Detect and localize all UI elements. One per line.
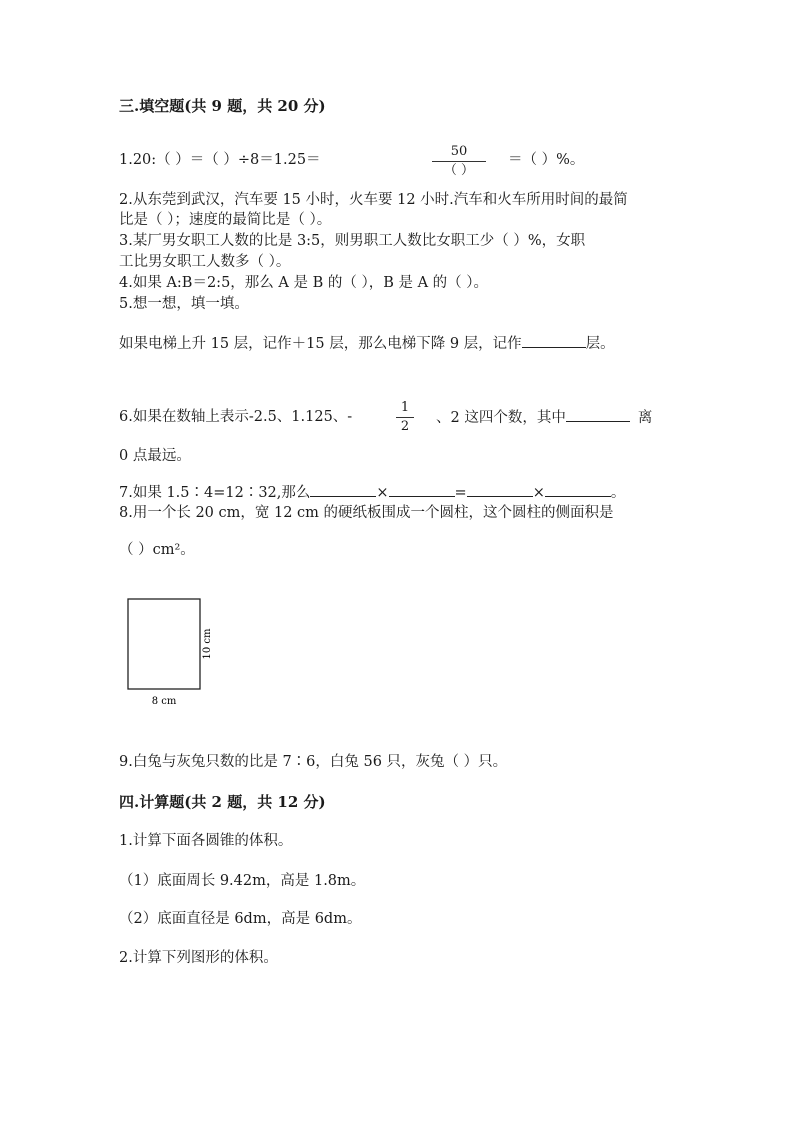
figure-width-label: 8 cm: [151, 696, 177, 707]
question-7: [119, 482, 625, 503]
q7-text-before: 7.如果 1.5∶4=12∶32,那么: [119, 485, 311, 501]
q5-sub-text-after: 层。: [585, 336, 615, 352]
question-2-line-1: 2.从东莞到武汉，汽车要 15 小时，火车要 12 小时.汽车和火车所用时间的最简: [119, 192, 628, 208]
calc-question-1a: （1）底面周长 9.42m，高是 1.8m。: [119, 873, 366, 889]
q7-end: 。: [610, 485, 626, 501]
calc-question-2: 2.计算下列图形的体积。: [119, 950, 278, 966]
question-6-line-2: 0 点最远。: [119, 448, 191, 464]
q7-times-2: ×: [532, 485, 545, 501]
q1-fraction-denominator: （ ）: [443, 163, 475, 178]
q6-text-middle-line: [436, 407, 652, 428]
question-1: [119, 150, 321, 170]
question-8-line-1: 8.用一个长 20 cm，宽 12 cm 的硬纸板围成一个圆柱，这个圆柱的侧面积是: [119, 505, 614, 521]
q7-times-1: ×: [376, 485, 389, 501]
q7-blank-3[interactable]: [467, 482, 533, 497]
question-3-line-1: 3.某厂男女职工人数的比是 3:5，则男职工人数比女职工少（ ）%，女职: [119, 233, 586, 249]
calc-question-1: 1.计算下面各圆锥的体积。: [119, 833, 293, 849]
q6-text-before: 6.如果在数轴上表示-2.5、1.125、-: [119, 409, 353, 425]
question-9: 9.白兔与灰兔只数的比是 7∶6，白兔 56 只，灰兔（ ）只。: [119, 754, 508, 770]
q6-text-after: 离: [637, 410, 653, 426]
question-4: 4.如果 A:B＝2:5，那么 A 是 B 的（ ），B 是 A 的（ ）。: [119, 275, 489, 291]
q6-answer-blank[interactable]: [566, 407, 630, 422]
q5-sub-text-before: 如果电梯上升 15 层，记作＋15 层，那么电梯下降 9 层，记作: [119, 336, 522, 352]
question-5: 5.想一想，填一填。: [119, 296, 249, 312]
question-2-line-2: 比是（ ）；速度的最简比是（ ）。: [119, 212, 332, 228]
question-8-line-2: （ ）cm²。: [119, 542, 195, 558]
q6-fraction: [396, 400, 414, 435]
question-5-sub: [119, 333, 615, 354]
q1-text-before: 1.20:（ ）＝（ ）÷8＝1.25＝: [119, 152, 321, 168]
calc-question-1b: （2）底面直径是 6dm，高是 6dm。: [119, 911, 362, 927]
q6-fraction-numerator: 1: [400, 400, 410, 415]
q7-blank-2[interactable]: [389, 482, 455, 497]
q6-fraction-bar: [396, 417, 414, 418]
question-3-line-2: 工比男女职工人数多（ ）。: [119, 254, 291, 270]
section-4-heading: 四.计算题(共 2 题，共 12 分): [119, 793, 326, 811]
q7-blank-4[interactable]: [545, 482, 611, 497]
q6-fraction-denominator: 2: [400, 419, 410, 434]
rectangle-shape: [128, 599, 200, 689]
rectangle-figure: [118, 590, 228, 710]
q7-blank-1[interactable]: [310, 482, 376, 497]
q1-fraction: [432, 144, 486, 179]
q5-answer-blank[interactable]: [522, 333, 586, 348]
section-3-heading: 三.填空题(共 9 题，共 20 分): [119, 97, 326, 115]
q6-text-middle: 、2 这四个数，其中: [436, 410, 566, 426]
q1-fraction-bar: [432, 161, 486, 162]
q1-text-after: ＝（ ）%。: [508, 152, 585, 168]
question-6: [119, 407, 352, 427]
figure-height-label: 10 cm: [202, 628, 213, 660]
q1-fraction-numerator: 50: [450, 144, 468, 159]
q7-equals: =: [454, 485, 467, 501]
